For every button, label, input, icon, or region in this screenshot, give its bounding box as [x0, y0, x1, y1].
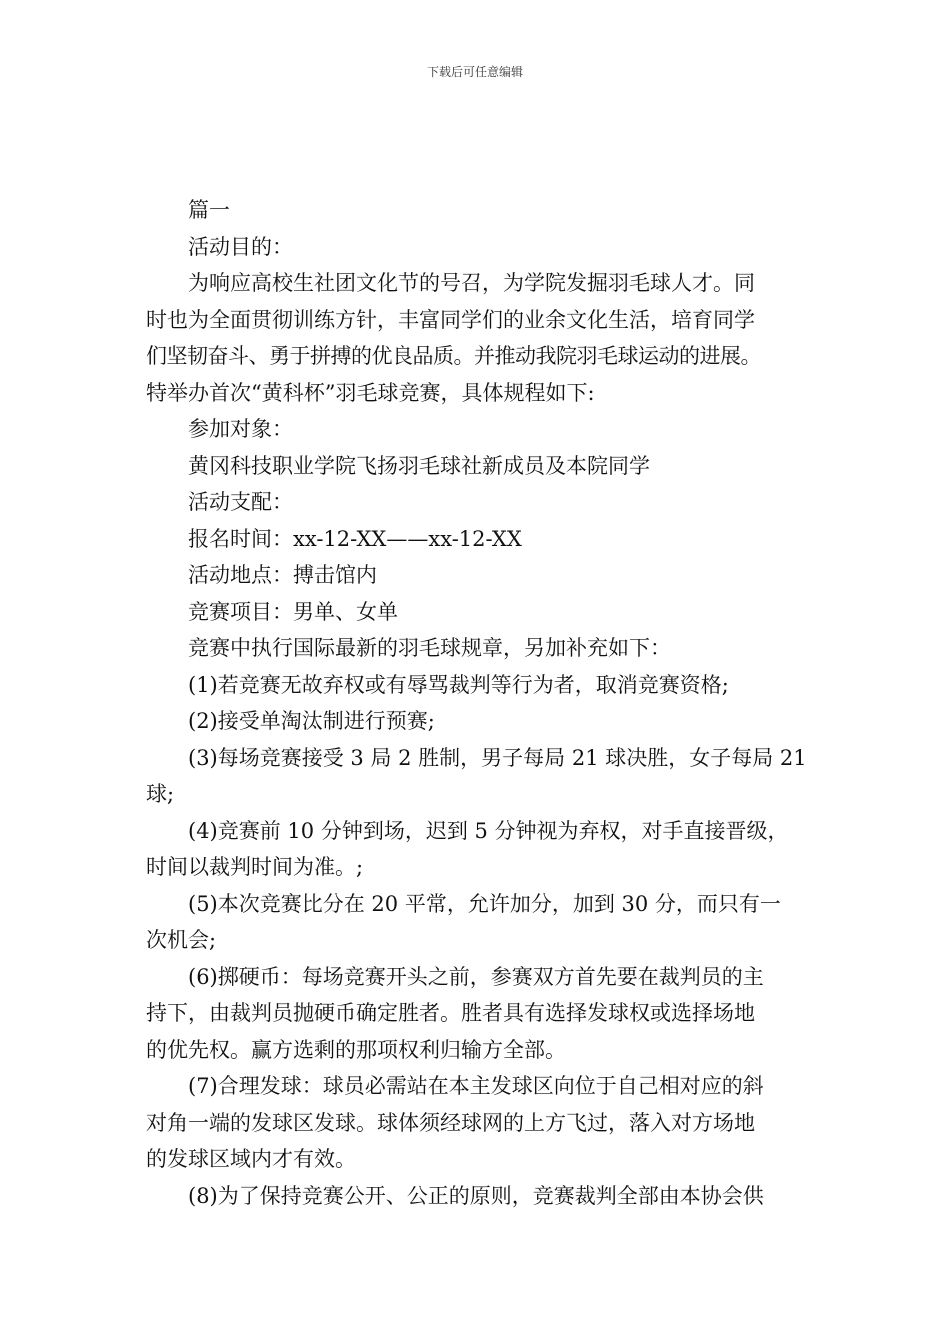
document-line: 的优先权。赢方选剩的那项权利归输方全部。	[146, 1037, 566, 1062]
document-line: 报名时间：xx-12-XX——xx-12-XX	[188, 526, 522, 551]
document-line: 球;	[146, 782, 175, 806]
document-line: (5)本次竞赛比分在 20 平常，允许加分，加到 30 分，而只有一	[188, 891, 781, 916]
document-line: 篇一	[188, 198, 230, 222]
document-line: (4)竞赛前 10 分钟到场，迟到 5 分钟视为弃权，对手直接晋级，	[188, 818, 789, 843]
document-line: 次机会;	[146, 928, 217, 952]
document-line: 们坚韧奋斗、勇于拼搏的优良品质。并推动我院羽毛球运动的进展。	[146, 344, 761, 368]
document-line: (1)若竞赛无故弃权或有辱骂裁判等行为者，取消竞赛资格;	[188, 672, 729, 697]
document-line: (6)掷硬币：每场竞赛开头之前，参赛双方首先要在裁判员的主	[188, 964, 764, 989]
document-line: (8)为了保持竞赛公开、公正的原则，竞赛裁判全部由本协会供	[188, 1183, 764, 1208]
document-line: 活动目的：	[188, 234, 293, 259]
document-line: 参加对象：	[188, 417, 293, 441]
document-line: 特举办首次“黄科杯”羽毛球竞赛，具体规程如下:	[146, 380, 595, 405]
document-line: 竞赛中执行国际最新的羽毛球规章，另加补充如下：	[188, 636, 671, 660]
document-line: (2)接受单淘汰制进行预赛;	[188, 709, 435, 733]
document-line: 的发球区域内才有效。	[146, 1147, 356, 1171]
document-line: 活动支配：	[188, 490, 293, 514]
document-body	[146, 192, 810, 1214]
document-line: 时也为全面贯彻训练方针，丰富同学们的业余文化生活，培育同学	[146, 307, 755, 332]
document-line: 黄冈科技职业学院飞扬羽毛球社新成员及本院同学	[188, 453, 650, 478]
document-line: 对角一端的发球区发球。球体须经球网的上方飞过，落入对方场地	[146, 1110, 755, 1135]
page-header: 下载后可任意编辑	[426, 65, 523, 79]
document-line: 持下，由裁判员抛硬币确定胜者。胜者具有选择发球权或选择场地	[146, 1001, 755, 1025]
document-line: 活动地点：搏击馆内	[188, 563, 377, 587]
document-line: 时间以裁判时间为准。;	[146, 855, 364, 879]
document-line: 为响应高校生社团文化节的号召，为学院发掘羽毛球人才。同	[188, 271, 755, 295]
document-line: (7)合理发球：球员必需站在本主发球区向位于自己相对应的斜	[188, 1074, 764, 1098]
document-line: (3)每场竞赛接受 3 局 2 胜制，男子每局 21 球决胜，女子每局 21	[188, 745, 807, 770]
document-line: 竞赛项目：男单、女单	[188, 599, 398, 624]
